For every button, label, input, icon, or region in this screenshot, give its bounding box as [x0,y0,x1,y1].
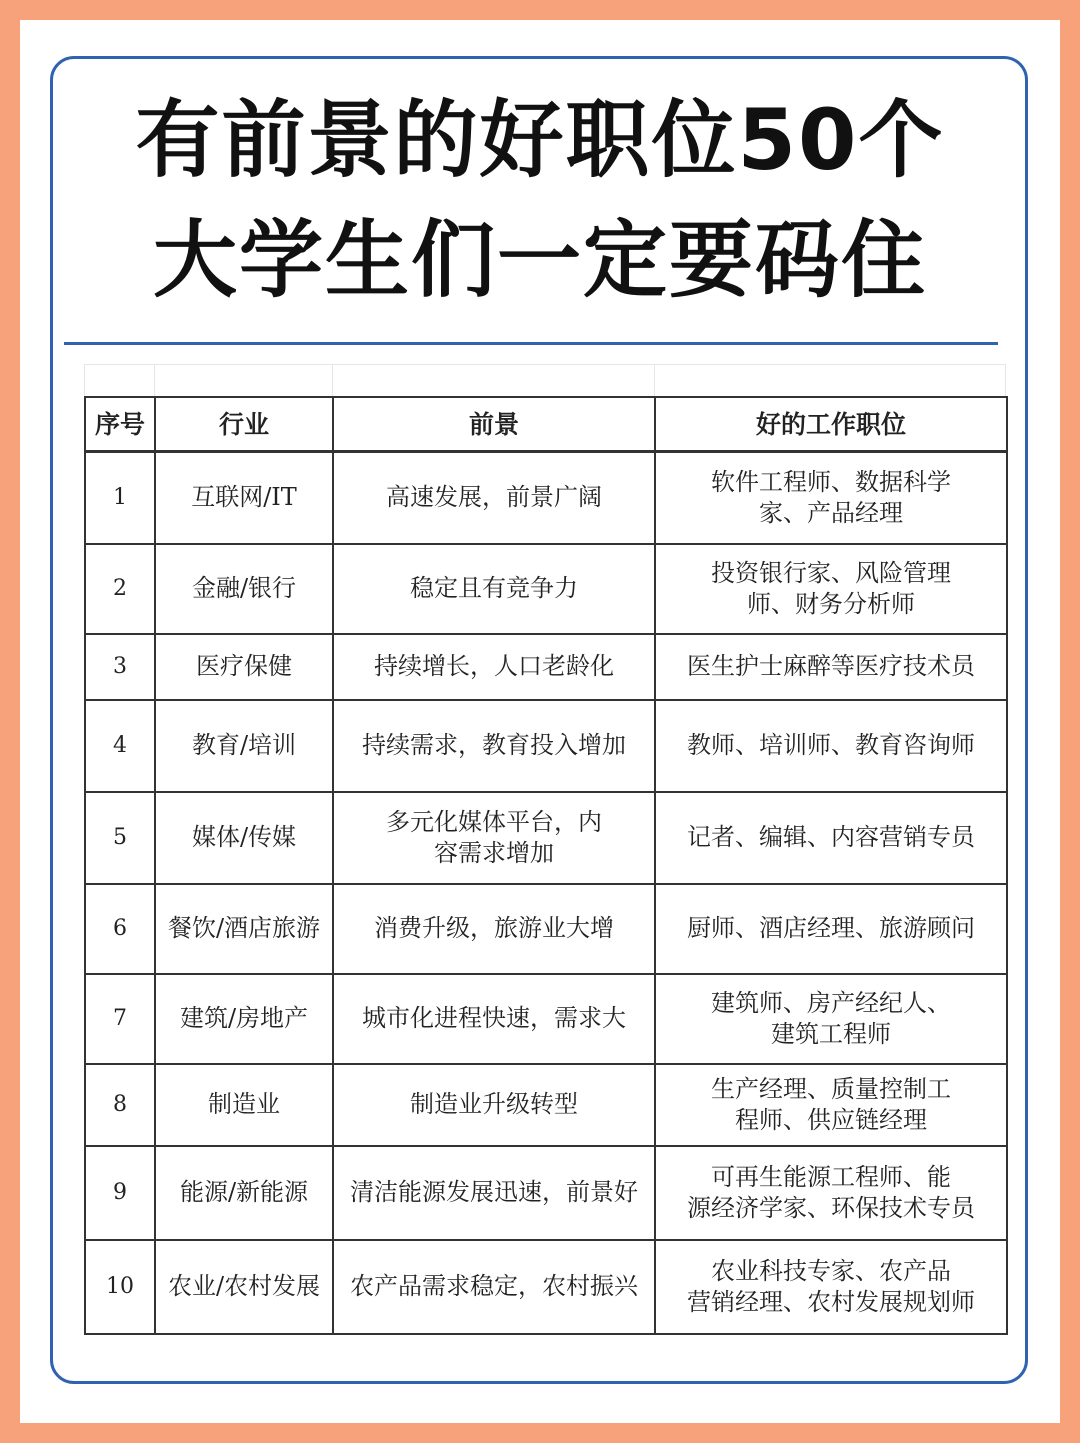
cell-industry [155,1064,333,1146]
cell-industry [155,974,333,1064]
cell-outlook [333,700,655,792]
cell-number-line: 7 [113,1006,127,1031]
cell-industry-line: 能源/新能源 [179,1178,309,1206]
cell-outlook-line: 稳定且有竞争力 [410,574,578,602]
cell-outlook-line: 农产品需求稳定，农村振兴 [350,1272,638,1300]
cell-number [85,1064,155,1146]
cell-industry [155,544,333,634]
table-row [85,700,1007,792]
cell-number-line: 2 [113,576,127,601]
cell-jobs-line: 医生护士麻醉等医疗技术员 [687,652,975,680]
cell-outlook [333,544,655,634]
cell-number [85,700,155,792]
cell-industry [155,452,333,544]
cell-number-line: 9 [113,1180,127,1205]
cell-outlook-line: 持续需求，教育投入增加 [362,731,626,759]
cell-jobs [655,792,1007,884]
cell-jobs-line: 记者、编辑、内容营销专员 [687,823,975,851]
cell-jobs-line: 教师、培训师、教育咨询师 [687,731,975,759]
header-number: 序号 [85,397,155,452]
cell-outlook-line: 容需求增加 [434,838,554,867]
cell-number [85,1240,155,1334]
cell-industry [155,1240,333,1334]
header-industry: 行业 [155,397,333,452]
header-outlook: 前景 [333,397,655,452]
cell-jobs-line: 程师、供应链经理 [735,1105,927,1134]
spreadsheet-empty-row [84,364,1006,397]
cell-number [85,1146,155,1240]
cell-outlook [333,634,655,700]
cell-jobs [655,884,1007,974]
table-header-row [85,397,1007,452]
table-row [85,974,1007,1064]
cell-outlook [333,792,655,884]
cell-jobs-line: 投资银行家、风险管理 [711,558,951,587]
cell-industry-line: 金融/银行 [191,574,297,602]
table-row [85,544,1007,634]
cell-industry-line: 医疗保健 [196,652,292,680]
table-row [85,1146,1007,1240]
cell-number [85,634,155,700]
cell-number-line: 3 [113,654,127,679]
table-row [85,792,1007,884]
cell-outlook [333,884,655,974]
cell-industry-line: 农业/农村发展 [167,1272,321,1300]
cell-outlook-line: 高速发展，前景广阔 [386,483,602,512]
cell-jobs-line: 家、产品经理 [759,498,903,527]
cell-number-line: 10 [106,1274,134,1299]
cell-jobs-line: 可再生能源工程师、能 [711,1162,951,1191]
job-table [84,396,1008,1335]
cell-industry [155,1146,333,1240]
cell-jobs-line: 软件工程师、数据科学 [711,467,951,496]
cell-jobs [655,1064,1007,1146]
cell-industry [155,884,333,974]
cell-jobs-line: 厨师、酒店经理、旅游顾问 [687,914,975,942]
table-row [85,452,1007,544]
table-row [85,1064,1007,1146]
cell-number [85,544,155,634]
cell-jobs [655,1240,1007,1334]
page-title-line-1: 有前景的好职位50个 [135,91,945,189]
cell-number [85,884,155,974]
cell-outlook-line: 制造业升级转型 [410,1090,578,1118]
cell-jobs-line: 生产经理、质量控制工 [711,1074,951,1103]
cell-outlook [333,1240,655,1334]
table-row [85,884,1007,974]
cell-jobs [655,700,1007,792]
cell-outlook-line: 清洁能源发展迅速，前景好 [350,1178,638,1206]
cell-jobs [655,634,1007,700]
cell-jobs [655,1146,1007,1240]
cell-industry-line: 制造业 [208,1090,280,1118]
cell-jobs [655,544,1007,634]
cell-industry-line: 餐饮/酒店旅游 [167,914,321,942]
cell-outlook-line: 消费升级，旅游业大增 [374,914,614,942]
cell-number [85,792,155,884]
cell-number-line: 5 [113,825,127,850]
cell-jobs-line: 农业科技专家、农产品 [711,1256,951,1285]
cell-jobs-line: 建筑工程师 [771,1019,891,1048]
cell-jobs-line: 源经济学家、环保技术专员 [687,1193,975,1222]
cell-number-line: 6 [113,916,127,941]
cell-industry [155,792,333,884]
cell-jobs-line: 建筑师、房产经纪人、 [711,988,951,1017]
cell-jobs-line: 营销经理、农村发展规划师 [687,1287,975,1316]
page-title-line-2: 大学生们一定要码住 [152,211,927,309]
table-row [85,1240,1007,1334]
cell-outlook-line: 多元化媒体平台，内 [386,807,602,836]
cell-outlook [333,452,655,544]
cell-number-line: 4 [113,733,127,758]
cell-industry-line: 媒体/传媒 [191,823,297,851]
cell-industry-line: 建筑/房地产 [179,1004,309,1032]
cell-jobs [655,452,1007,544]
title-divider [64,342,998,345]
cell-number-line: 8 [113,1092,127,1117]
cell-jobs-line: 师、财务分析师 [747,589,915,618]
cell-number-line: 1 [113,485,127,511]
cell-outlook-line: 持续增长，人口老龄化 [374,652,614,680]
cell-number [85,452,155,544]
cell-number [85,974,155,1064]
cell-industry [155,700,333,792]
cell-industry-line: 互联网/IT [191,483,297,512]
cell-industry [155,634,333,700]
cell-outlook [333,974,655,1064]
cell-outlook [333,1146,655,1240]
cell-outlook [333,1064,655,1146]
cell-industry-line: 教育/培训 [191,731,297,759]
header-jobs: 好的工作职位 [655,397,1007,452]
cell-outlook-line: 城市化进程快速，需求大 [362,1004,626,1032]
cell-jobs [655,974,1007,1064]
table-row [85,634,1007,700]
